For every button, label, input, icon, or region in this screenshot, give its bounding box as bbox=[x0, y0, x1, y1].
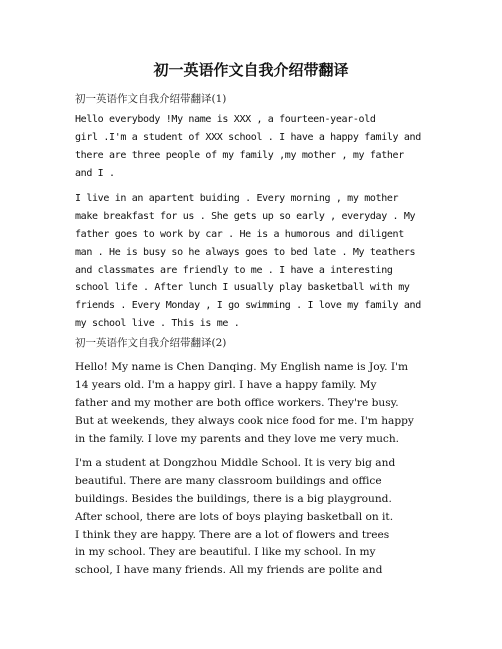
section-2-heading: 初一英语作文自我介绍带翻译(2) bbox=[75, 337, 227, 349]
text-line: beautiful. There are many classroom buildings and office bbox=[75, 474, 382, 487]
text-line: and I . bbox=[75, 167, 115, 179]
text-line: school life . After lunch I usually play basketball with my bbox=[75, 282, 410, 294]
text-line: I think they are happy. There are a lot of flowers and trees bbox=[75, 528, 390, 541]
text-line: father goes to work by car . He is a humorous and diligent bbox=[75, 228, 404, 240]
text-line: Hello! My name is Chen Danqing. My English name is Joy. I'm bbox=[75, 361, 409, 373]
text-line: buildings. Besides the buildings, there is a big playground. bbox=[75, 492, 392, 505]
text-line: in my school. They are beautiful. I like my school. In my bbox=[75, 546, 376, 559]
section-2-paragraph-2 bbox=[75, 455, 395, 580]
section-1-heading: 初一英语作文自我介绍带翻译(1) bbox=[75, 93, 227, 105]
text-line: 14 years old. I'm a happy girl. I have a happy family. My bbox=[75, 378, 377, 391]
text-line: man . He is busy so he always goes to bed late . My teathers bbox=[75, 246, 416, 258]
text-line: school, I have many friends. All my friends are polite and bbox=[75, 564, 383, 577]
text-line: in the family. I love my parents and they love me very much. bbox=[75, 432, 400, 445]
text-line: But at weekends, they always cook nice food for me. I'm happy bbox=[75, 414, 414, 427]
text-line: I'm a student at Dongzhou Middle School. It is very big and bbox=[75, 457, 396, 469]
text-line: girl .I'm a student of XXX school . I have a happy family and bbox=[75, 131, 421, 143]
section-2-paragraph-1 bbox=[75, 359, 414, 448]
section-1-paragraph-1 bbox=[75, 111, 421, 183]
text-line: and classmates are friendly to me . I have a interesting bbox=[75, 264, 393, 276]
text-line: Hello everybody !My name is XXX , a fourteen-year-old bbox=[75, 114, 376, 125]
text-line: there are three people of my family ,my mother , my father bbox=[75, 149, 404, 161]
text-line: my school live . This is me . bbox=[75, 318, 240, 330]
section-1-paragraph-2 bbox=[75, 190, 421, 333]
text-line: I live in an apartent buiding . Every morning , my mother bbox=[75, 193, 399, 204]
text-line: After school, there are lots of boys playing basketball on it. bbox=[75, 510, 394, 523]
text-line: make breakfast for us . She gets up so early , everyday . My bbox=[75, 210, 416, 222]
text-line: father and my mother are both office workers. They're busy. bbox=[75, 396, 399, 409]
document-title: 初一英语作文自我介绍带翻译 bbox=[153, 61, 349, 79]
text-line: friends . Every Monday , I go swimming . I love my family and bbox=[75, 300, 421, 312]
